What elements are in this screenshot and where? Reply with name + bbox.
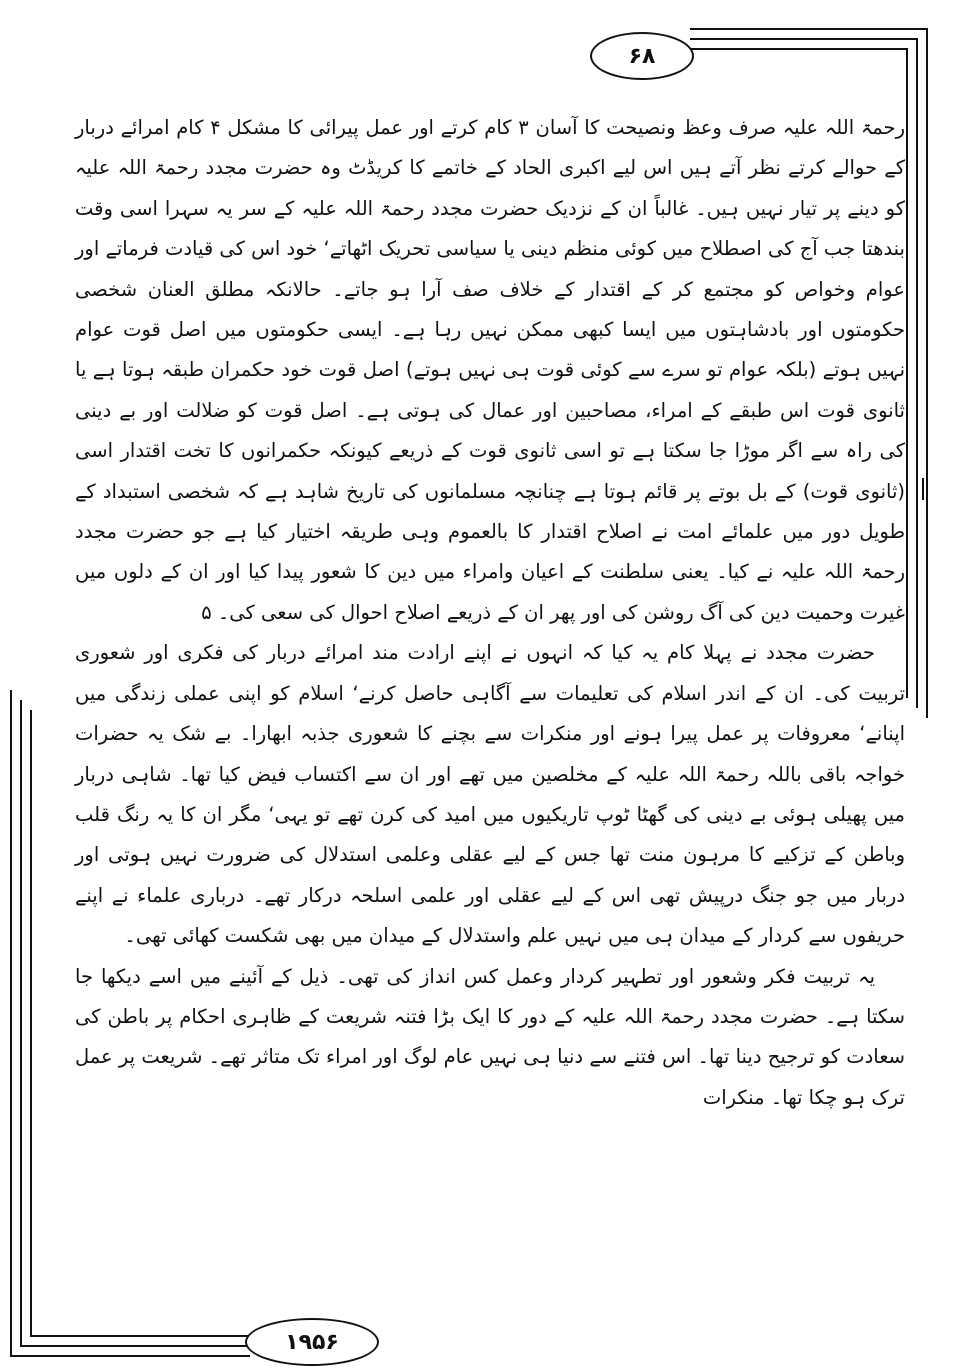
frame-line-bottom-outer [10,1355,250,1357]
margin-mark [922,478,924,500]
frame-line-left-inner [30,710,32,1335]
frame-line-right-outer [926,28,928,718]
frame-line-left-outer [10,690,12,1355]
paragraph-3: یہ تربیت فکر وشعور اور تطہیر کردار وعمل کس انداز کی تھی۔ ذیل کے آئینے میں اسے دیکھا جا سکتا ہے۔ حضرت مجدد رحمۃ اللہ علیہ کے دور کا ایک بڑا فتنہ شریعت کے ظاہری احکام پر باطن کی سعادت کو ترجیح دینا تھا۔ اس فتنے سے دنیا ہی نہیں عام لوگ اور امراء تک متاثر تھے۔ شریعت پر عمل ترک ہو چکا تھا۔ منکرات [75,964,905,1109]
frame-line-top-middle [690,38,918,40]
footer-page-number [245,1318,379,1366]
paragraph-2: حضرت مجدد نے پہلا کام یہ کیا کہ انہوں نے اپنے ارادت مند امرائے دربار کی فکری اور شعوری تربیت کی۔ ان کے اندر اسلام کی تعلیمات سے آگاہی حاصل کرنے‘ اسلام کو اپنی عملی زندگی میں اپنانے‘ معروفات پر عمل پیرا ہونے اور منکرات سے بچنے کا شعوری جذبہ ابھارا۔ بے شک یہ حضرات خواجہ باقی باللہ رحمۃ اللہ علیہ کے مخلصین میں تھے اور ان سے اکتساب فیض کیا تھا۔ شاہی دربار میں پھیلی ہوئی بے دینی کی گھٹا ٹوپ تاریکیوں میں امید کی کرن تھے تو یہی‘ مگر ان کا یہ رنگ قلب وباطن کے تزکیے کا مرہون منت تھا جس کے لیے عقلی وعلمی استدلال کی ضرورت نہیں ہوتی اور دربار میں جو جنگ درپیش تھی اس کے لیے عقلی اور علمی اسلحہ درکار تھے۔ درباری علماء نے اپنے حریفوں سے کردار کے میدان ہی میں نہیں علم واستدلال کے میدان میں بھی شکست کھائی تھی۔ [75,641,905,948]
footer-page-number-text: ۱۹۵۶ [285,1329,339,1355]
frame-line-right-middle [916,38,918,708]
header-page-number [590,32,694,80]
paragraph-1: رحمۃ اللہ علیہ صرف وعظ ونصیحت کا آسان ۳ کام کرتے اور عمل پیرائی کا مشکل ۴ کام امرائے دربار کے حوالے کرتے نظر آتے ہیں اس لیے اکبری الحاد کے خاتمے کا کریڈٹ وہ حضرت مجدد رحمۃ اللہ علیہ کو دینے پر تیار نہیں ہیں۔ غالباً ان کے نزدیک حضرت مجدد رحمۃ اللہ علیہ کے سر یہ سہرا اسی وقت بندھتا جب آج کی اصطلاح میں کوئی منظم دینی یا سیاسی تحریک اٹھاتے‘ خود اس کی قیادت فرماتے اور عوام وخواص کو مجتمع کر کے اقتدار کے خلاف صف آرا ہو جاتے۔ حالانکہ مطلق العنان شخصی حکومتوں اور بادشاہتوں میں ایسا کبھی ممکن نہیں رہا ہے۔ ایسی حکومتوں میں اصل قوت عوام نہیں ہوتے (بلکہ عوام تو سرے سے کوئی قوت ہی نہیں ہوتے) اصل قوت خود حکمران طبقہ ہوتا ہے یا ثانوی قوت اس طبقے کے امراء، مصاحبین اور عمال کی ہوتی ہے۔ اصل قوت کو ضلالت اور بے دینی کی راہ سے اگر موڑا جا سکتا ہے تو اسی ثانوی قوت کے ذریعے کیونکہ حکمرانوں کا تخت اقتدار اسی (ثانوی قوت) کے بل بوتے پر قائم ہوتا ہے چنانچہ مسلمانوں کی تاریخ شاہد ہے کہ شخصی استبداد کے طویل دور میں علمائے امت نے اصلاح اقتدار کا بالعموم وہی طریقہ اختیار کیا ہے جو حضرت مجدد رحمۃ اللہ علیہ نے کیا۔ یعنی سلطنت کے اعیان وامراء میں دین کا شعور پیدا کیا اور ان کے دلوں میں غیرت وحمیت دین کی آگ روشن کی اور پھر ان کے ذریعے اصلاح احوال کی سعی کی۔ ۵ [75,116,905,624]
header-page-number-text: ۶۸ [628,43,656,69]
frame-line-top-inner [690,48,908,50]
frame-line-bottom-middle [20,1345,250,1347]
frame-line-right-inner [906,48,908,698]
body-text [75,108,905,1118]
frame-line-top-outer [690,28,928,30]
frame-line-left-middle [20,700,22,1345]
frame-line-bottom-inner [30,1335,250,1337]
